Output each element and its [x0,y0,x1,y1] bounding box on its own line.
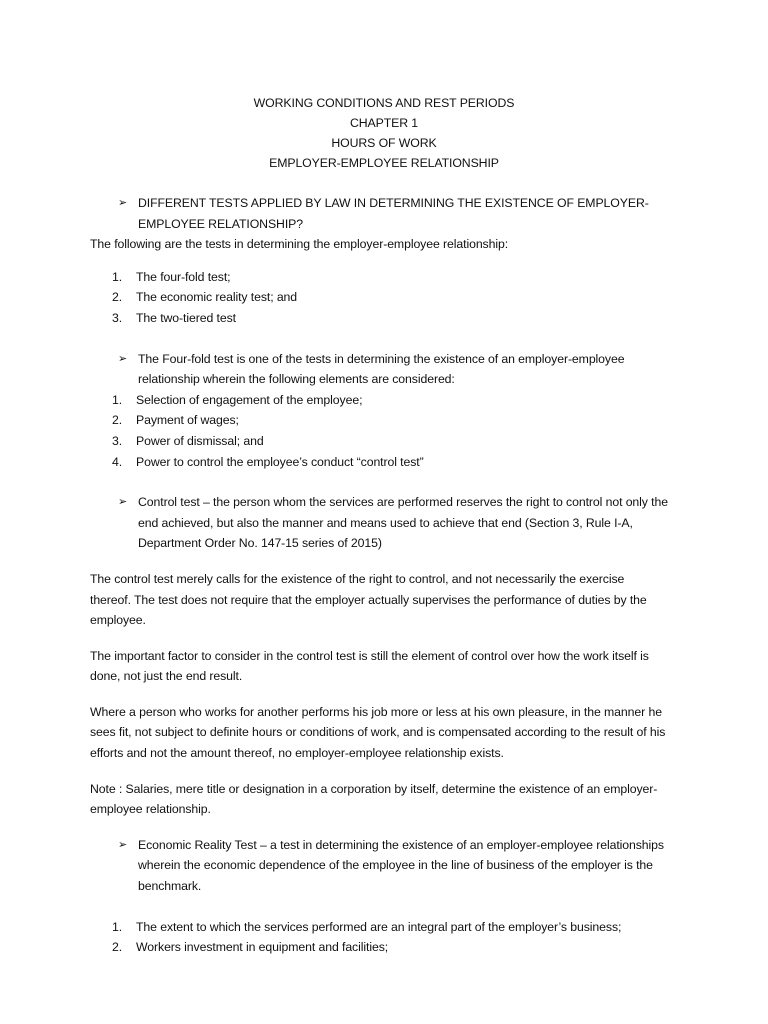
arrow-bullet-icon: ➢ [118,838,128,851]
list-text: The two-tiered test [136,310,236,325]
list-number: 2. [112,290,123,305]
arrow-bullet-icon: ➢ [118,352,128,365]
bullet-economic-reality-test [90,835,668,897]
list-number: 2. [112,413,123,428]
bullet-text: DIFFERENT TESTS APPLIED BY LAW IN DETERMINING THE EXISTENCE OF EMPLOYER-EMPLOYEE RELATIONSHIP? [138,196,649,231]
bullet-control-test [90,492,668,554]
elements-list [90,390,668,472]
list-number: 1. [112,919,123,934]
list-number: 1. [112,392,123,407]
paragraph-note-salaries: Note : Salaries, mere title or designation in a corporation by itself, determine the existence of an employer-employee relationship. [90,781,658,817]
list-item [90,308,668,329]
list-item [90,410,668,431]
paragraph-own-pleasure: Where a person who works for another performs his job more or less at his own pleasure, in the manner he sees fit, not subject to definite hours or conditions of work, and is compensated according to the result of his efforts and not the amount thereof, no employer-employee relationship exists. [90,704,666,761]
intro-paragraph: The following are the tests in determining the employer-employee relationship: [90,237,509,252]
list-item [90,431,668,452]
list-item [90,937,668,958]
bullet-text: The Four-fold test is one of the tests in determining the existence of an employer-employee relationship wherein the following elements are considered: [138,351,625,387]
list-text: Workers investment in equipment and facilities; [136,940,389,955]
arrow-bullet-icon: ➢ [118,197,128,209]
list-item [90,917,668,938]
list-text: Payment of wages; [136,413,239,428]
factors-list [90,917,668,958]
list-item [90,267,668,288]
title-hours-of-work: HOURS OF WORK [331,136,437,150]
bullet-text: Control test – the person whom the services are performed reserves the right to control not only the end achieved, but also the manner and means used to achieve that end (Section 3, Rule I-A, Department Order No. 147-15 series of 2015) [138,495,668,551]
list-number: 1. [112,269,123,284]
list-item [90,287,668,308]
list-number: 3. [112,310,123,325]
list-number: 4. [112,454,123,469]
title-chapter: CHAPTER 1 [349,116,419,130]
paragraph-important-factor: The important factor to consider in the control test is still the element of control over how the work itself is done, not just the end result. [90,648,649,684]
list-text: Power of dismissal; and [136,433,264,448]
list-text: Selection of engagement of the employee; [136,392,363,407]
list-text: Power to control the employee’s conduct “control test” [136,454,424,469]
title-block [90,93,668,173]
bullet-text: Economic Reality Test – a test in determining the existence of an employer-employee relationships wherein the economic dependence of the employee in the line of business of the employer is the benchmark. [138,837,664,894]
bullet-four-fold-test [90,349,668,390]
paragraph-control-test-right: The control test merely calls for the existence of the right to control, and not necessarily the exercise thereof. The test does not require that the employer actually supervises the performance of duties by the employee. [90,571,647,628]
title-employer-employee: EMPLOYER-EMPLOYEE RELATIONSHIP [269,156,499,170]
list-number: 2. [112,940,123,955]
title-working-conditions: WORKING CONDITIONS AND REST PERIODS [253,96,515,110]
list-number: 3. [112,433,123,448]
list-text: The extent to which the services performed are an integral part of the employer’s business; [136,919,622,934]
list-item [90,390,668,411]
list-text: The economic reality test; and [136,290,298,305]
bullet-different-tests [90,193,668,234]
list-text: The four-fold test; [136,269,231,284]
list-item [90,452,668,473]
tests-list [90,267,668,329]
arrow-bullet-icon: ➢ [118,496,128,509]
